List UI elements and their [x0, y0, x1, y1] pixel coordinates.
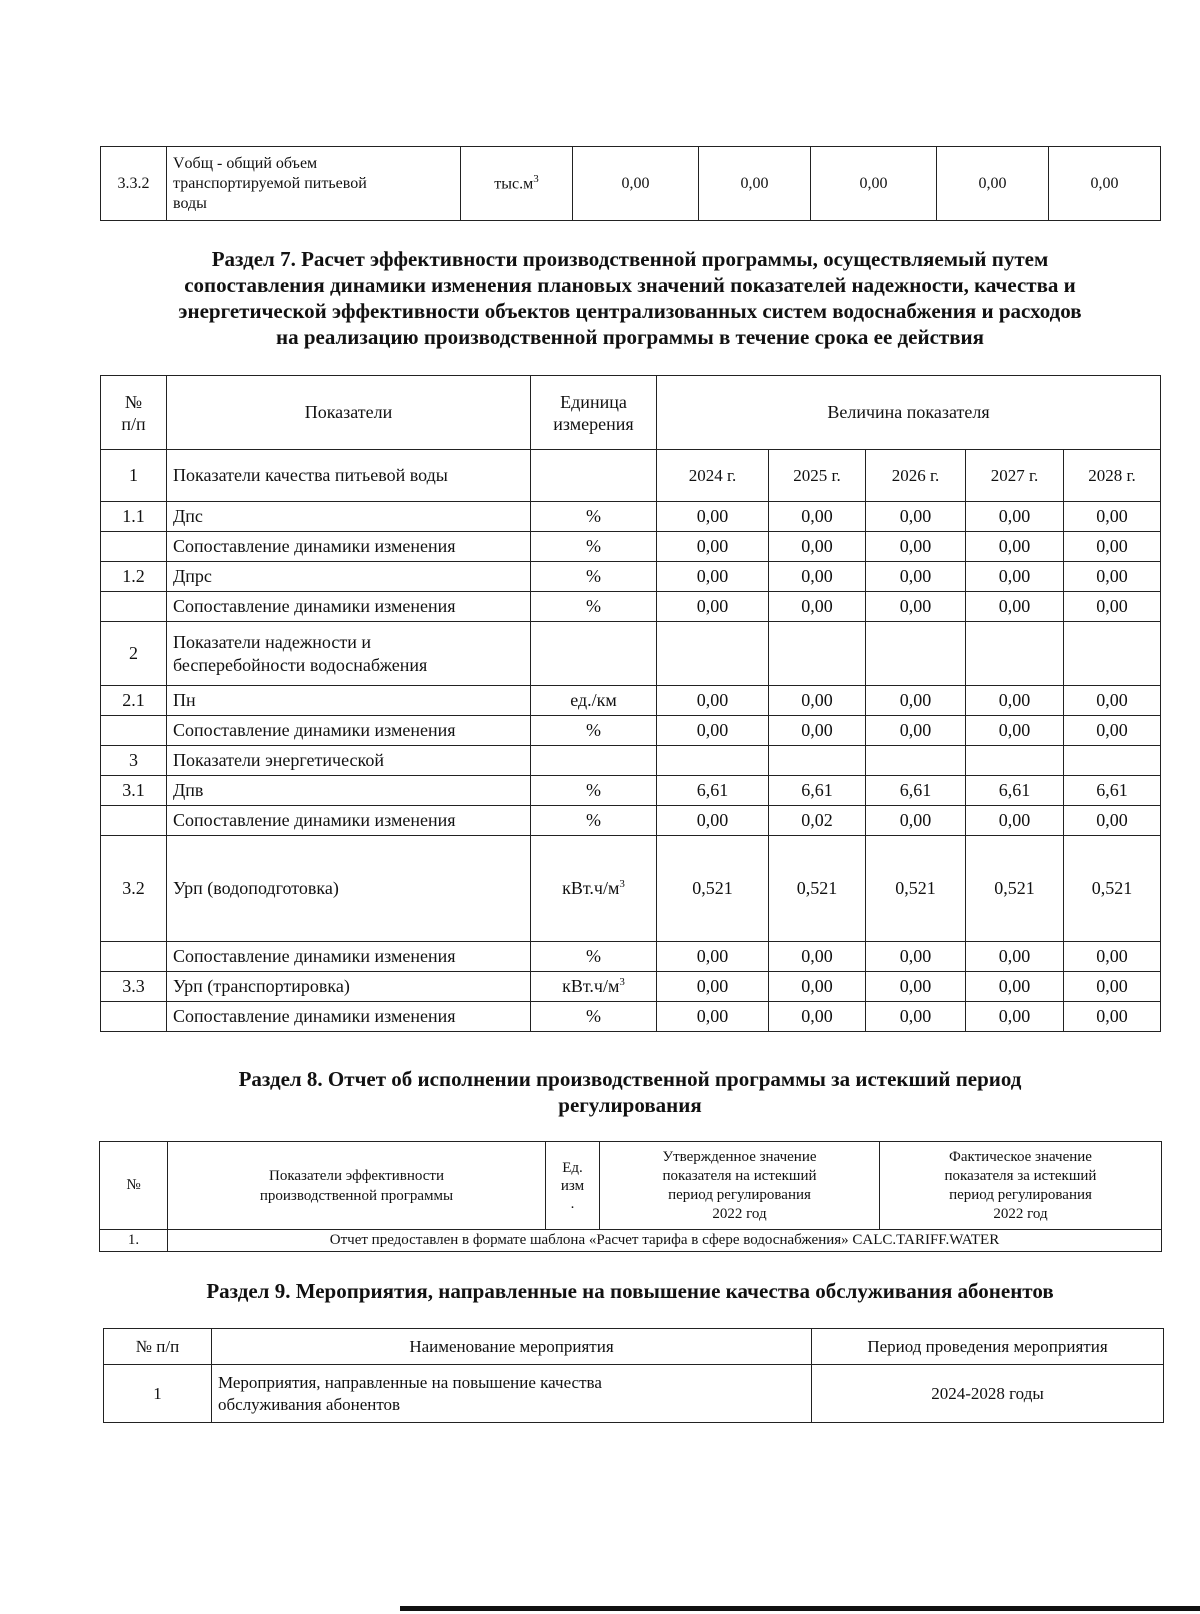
value-cell: 0,00 — [866, 942, 966, 972]
value-cell: 0,00 — [1064, 532, 1161, 562]
table-row — [101, 972, 1161, 1002]
value-cell: 0,00 — [866, 972, 966, 1002]
section7-title: Раздел 7. Расчет эффективности производственной программы, осуществляемый путем сопоставления динамики изменения плановых значений показателей надежности, качества и энергетической эффективности объектов централизованных систем водоснабжения и расходов на реализацию производственной программы в течение срока ее действия — [178, 247, 1082, 349]
value-cell: 0,00 — [866, 592, 966, 622]
unit-cell: % — [531, 502, 657, 532]
indicator-name: Урп (транспортировка) — [167, 972, 531, 1002]
value-cell: 0,00 — [966, 942, 1064, 972]
value-cell: 0,00 — [769, 716, 866, 746]
value-cell: 0,521 — [769, 836, 866, 942]
value-cell: 0,00 — [866, 716, 966, 746]
value-cell: 0,00 — [966, 686, 1064, 716]
value-cell: 0,00 — [866, 562, 966, 592]
table-header-row — [100, 1142, 1162, 1230]
indicator-name: Показатели качества питьевой воды — [167, 450, 531, 502]
row-number: 3.2 — [101, 836, 167, 942]
value-cell: 0,00 — [1064, 686, 1161, 716]
indicator-name: Сопоставление динамики изменения — [167, 942, 531, 972]
year-header: 2025 г. — [769, 450, 866, 502]
value-cell: 0,00 — [966, 562, 1064, 592]
value-cell: 0,521 — [866, 836, 966, 942]
table-row — [101, 532, 1161, 562]
indicator-name: Пн — [167, 686, 531, 716]
value-cell: 0,00 — [966, 716, 1064, 746]
row-number — [101, 806, 167, 836]
header-period: Период проведения мероприятия — [812, 1329, 1164, 1365]
row-number — [101, 592, 167, 622]
year-header: 2024 г. — [657, 450, 769, 502]
group-row — [101, 622, 1161, 686]
indicator-name: Показатели надежности и бесперебойности водоснабжения — [167, 622, 531, 686]
indicator-name: Дпрс — [167, 562, 531, 592]
group-row — [101, 746, 1161, 776]
value-cell: 0,00 — [1064, 972, 1161, 1002]
table-row — [104, 1365, 1164, 1423]
value-cell: 0,00 — [1064, 592, 1161, 622]
table-row — [101, 1002, 1161, 1032]
value-cell: 0,521 — [657, 836, 769, 942]
header-event-name: Наименование мероприятия — [212, 1329, 812, 1365]
indicator-name: Сопоставление динамики изменения — [167, 532, 531, 562]
indicator-name: Урп (водоподготовка) — [167, 836, 531, 942]
value-cell: 0,00 — [657, 562, 769, 592]
value-cell: 0,00 — [1064, 716, 1161, 746]
value-cell: 0,00 — [769, 502, 866, 532]
value-cell: 0,00 — [866, 532, 966, 562]
value-cell: 6,61 — [769, 776, 866, 806]
table-row — [101, 806, 1161, 836]
section8-table — [99, 1141, 1162, 1252]
value-cell: 0,00 — [866, 806, 966, 836]
value-cell: 0,00 — [866, 1002, 966, 1032]
value-cell: 0,00 — [866, 502, 966, 532]
table-header-row — [101, 376, 1161, 450]
unit-cell: $кВт.ч/м^3$ — [531, 972, 657, 1002]
value-cell: 0,00 — [1064, 562, 1161, 592]
table-row — [101, 502, 1161, 532]
header-indicators: Показатели эффективности производственной программы — [168, 1142, 546, 1230]
indicator-name: Показатели энергетической — [167, 746, 531, 776]
row-number: 2.1 — [101, 686, 167, 716]
header-num: № п/п — [104, 1329, 212, 1365]
value-cell: 0,00 — [657, 686, 769, 716]
value-cell: 0,00 — [1064, 502, 1161, 532]
year-header: 2028 г. — [1064, 450, 1161, 502]
row-number: 1. — [100, 1230, 168, 1252]
table-3-3-2 — [100, 146, 1161, 221]
section8-title: Раздел 8. Отчет об исполнении производственной программы за истекший период регулирования — [238, 1067, 1022, 1117]
table-row — [101, 147, 1161, 221]
value-cell: 0,00 — [657, 716, 769, 746]
year-header: 2027 г. — [966, 450, 1064, 502]
row-number — [101, 716, 167, 746]
value-cell: 0,02 — [769, 806, 866, 836]
group-row — [101, 450, 1161, 502]
value-cell: 0,00 — [966, 972, 1064, 1002]
event-name: Мероприятия, направленные на повышение качества обслуживания абонентов — [212, 1365, 812, 1423]
value-cell: 0,00 — [657, 942, 769, 972]
section7-table — [100, 375, 1161, 1032]
value-cell: 6,61 — [657, 776, 769, 806]
header-unit: Ед. изм . — [546, 1142, 600, 1230]
value-cell: 0,00 — [769, 1002, 866, 1032]
value-cell: 0,00 — [769, 562, 866, 592]
value-cell: 0,521 — [1064, 836, 1161, 942]
value-cell: 0,00 — [1064, 1002, 1161, 1032]
value-cell: 0,00 — [769, 972, 866, 1002]
header-approved-value: Утвержденное значение показателя на истекший период регулирования 2022 год — [600, 1142, 880, 1230]
value-cell: 0,00 — [657, 806, 769, 836]
row-number: 3 — [101, 746, 167, 776]
value-cell: 0,00 — [769, 686, 866, 716]
indicator-name: Сопоставление динамики изменения — [167, 716, 531, 746]
value-cell: 0,00 — [937, 147, 1049, 221]
value-cell: 0,00 — [657, 1002, 769, 1032]
unit-cell: % — [531, 942, 657, 972]
indicator-name: Сопоставление динамики изменения — [167, 592, 531, 622]
row-number: 1.1 — [101, 502, 167, 532]
unit-cell: $тыс.м^3$ — [461, 147, 573, 221]
value-cell: 6,61 — [866, 776, 966, 806]
value-cell: 0,00 — [966, 592, 1064, 622]
row-number: 2 — [101, 622, 167, 686]
row-number: 3.3 — [101, 972, 167, 1002]
row-number: 1 — [101, 450, 167, 502]
unit-cell: % — [531, 776, 657, 806]
indicator-name: Сопоставление динамики изменения — [167, 806, 531, 836]
indicator-name: Дпв — [167, 776, 531, 806]
row-number: 3.3.2 — [101, 147, 167, 221]
unit-cell: ед./км — [531, 686, 657, 716]
table-row — [101, 836, 1161, 942]
value-cell: 0,00 — [657, 532, 769, 562]
value-cell: 0,00 — [699, 147, 811, 221]
value-cell: 6,61 — [966, 776, 1064, 806]
value-cell: 0,00 — [811, 147, 937, 221]
unit-cell: % — [531, 806, 657, 836]
value-cell: 0,00 — [966, 532, 1064, 562]
value-cell: 0,00 — [966, 1002, 1064, 1032]
value-cell: 6,61 — [1064, 776, 1161, 806]
indicator-name: Сопоставление динамики изменения — [167, 1002, 531, 1032]
year-header: 2026 г. — [866, 450, 966, 502]
value-cell: 0,00 — [966, 806, 1064, 836]
event-period: 2024-2028 годы — [812, 1365, 1164, 1423]
value-cell: 0,00 — [573, 147, 699, 221]
table-row — [101, 562, 1161, 592]
section9-title: Раздел 9. Мероприятия, направленные на повышение качества обслуживания абонентов — [206, 1279, 1054, 1303]
section9-table — [103, 1328, 1164, 1423]
header-indicators: Показатели — [167, 376, 531, 450]
unit-cell: % — [531, 562, 657, 592]
value-cell: 0,00 — [866, 686, 966, 716]
unit-cell: % — [531, 592, 657, 622]
header-actual-value: Фактическое значение показателя за истекший период регулирования 2022 год — [880, 1142, 1162, 1230]
row-number: 1.2 — [101, 562, 167, 592]
report-note: Отчет предоставлен в формате шаблона «Расчет тарифа в сфере водоснабжения» CALC.TARIFF.WATER — [168, 1230, 1162, 1252]
value-cell: 0,00 — [769, 532, 866, 562]
header-num: № п/п — [101, 376, 167, 450]
value-cell: 0,00 — [657, 972, 769, 1002]
table-row — [101, 942, 1161, 972]
value-cell: 0,521 — [966, 836, 1064, 942]
table-row — [101, 776, 1161, 806]
table-header-row — [104, 1329, 1164, 1365]
value-cell: 0,00 — [657, 592, 769, 622]
scan-edge-rule — [400, 1606, 1200, 1611]
table-row — [101, 716, 1161, 746]
value-cell: 0,00 — [1049, 147, 1161, 221]
value-cell: 0,00 — [769, 942, 866, 972]
unit-cell: % — [531, 532, 657, 562]
value-cell: 0,00 — [657, 502, 769, 532]
indicator-name: Vобщ - общий объем транспортируемой питьевой воды — [167, 147, 461, 221]
value-cell: 0,00 — [1064, 942, 1161, 972]
header-num: № — [100, 1142, 168, 1230]
table-row — [101, 592, 1161, 622]
value-cell: 0,00 — [966, 502, 1064, 532]
indicator-name: Дпс — [167, 502, 531, 532]
header-unit: Единица измерения — [531, 376, 657, 450]
table-row — [100, 1230, 1162, 1252]
row-number: 3.1 — [101, 776, 167, 806]
table-row — [101, 686, 1161, 716]
unit-cell: % — [531, 716, 657, 746]
unit-cell — [531, 450, 657, 502]
header-value: Величина показателя — [657, 376, 1161, 450]
value-cell: 0,00 — [1064, 806, 1161, 836]
unit-cell: % — [531, 1002, 657, 1032]
unit-cell: $кВт.ч/м^3$ — [531, 836, 657, 942]
row-number — [101, 532, 167, 562]
value-cell: 0,00 — [769, 592, 866, 622]
row-number: 1 — [104, 1365, 212, 1423]
